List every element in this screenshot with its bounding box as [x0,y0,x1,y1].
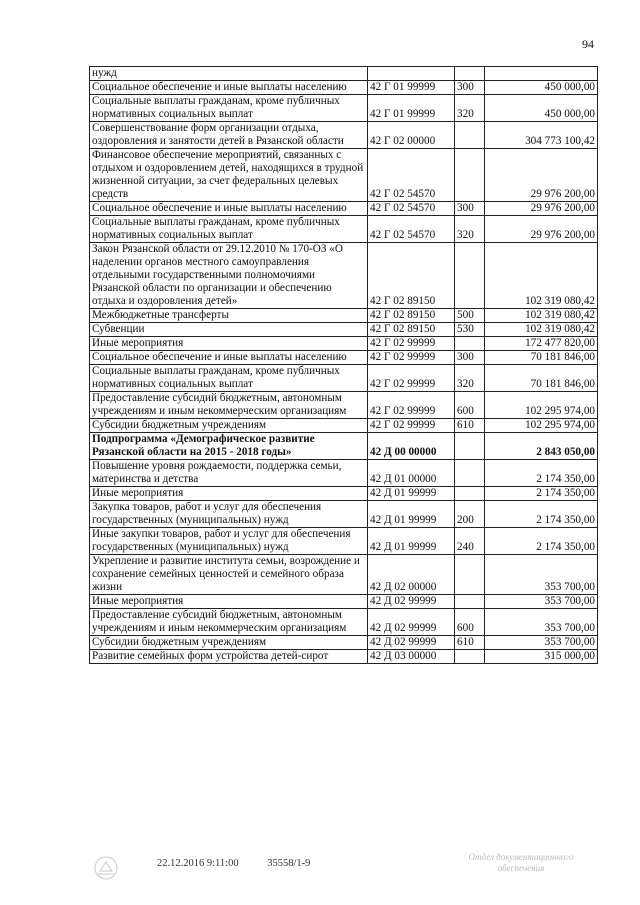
cell-vr: 300 [455,351,485,365]
cell-code: 42 Г 02 99999 [368,365,455,392]
table-row [90,487,598,501]
cell-name: Социальное обеспечение и иные выплаты населению [90,351,368,365]
cell-vr [455,149,485,202]
emblem-seal-icon [92,855,120,881]
cell-code: 42 Г 02 00000 [368,122,455,149]
table-row [90,67,598,81]
cell-vr [455,243,485,309]
cell-name: Предоставление субсидий бюджетным, автономным учреждениям и иным некоммерческим организациям [90,392,368,419]
cell-sum: 2 174 350,00 [485,460,598,487]
cell-name: Повышение уровня рождаемости, поддержка семьи, материнства и детства [90,460,368,487]
cell-sum: 2 843 050,00 [485,433,598,460]
table-row [90,528,598,555]
cell-vr: 300 [455,202,485,216]
cell-code: 42 Д 02 00000 [368,555,455,595]
table-row [90,309,598,323]
cell-code: 42 Г 02 99999 [368,392,455,419]
table-row [90,149,598,202]
cell-code [368,67,455,81]
cell-name: Развитие семейных форм устройства детей-сирот [90,650,368,664]
cell-code: 42 Д 01 99999 [368,487,455,501]
cell-code: 42 Д 01 99999 [368,528,455,555]
cell-sum: 353 700,00 [485,636,598,650]
cell-sum: 353 700,00 [485,609,598,636]
cell-name: Закон Рязанской области от 29.12.2010 № 170-ОЗ «О наделении органов местного самоуправления отдельными государственными полномочиями Рязанской области по организации и обеспечению отдыха и оздоровления детей» [90,243,368,309]
cell-name: Финансовое обеспечение мероприятий, связанных с отдыхом и оздоровлением детей, находящихся в трудной жизненной ситуации, за счет федеральных целевых средств [90,149,368,202]
footer-doc-id: 35558/1-9 [267,858,311,869]
cell-sum: 2 174 350,00 [485,501,598,528]
footer [157,858,336,869]
table-row [90,95,598,122]
cell-code: 42 Г 01 99999 [368,81,455,95]
cell-code: 42 Г 02 89150 [368,243,455,309]
table-row [90,555,598,595]
cell-code: 42 Д 02 99999 [368,609,455,636]
cell-vr [455,650,485,664]
cell-name: Закупка товаров, работ и услуг для обеспечения государственных (муниципальных) нужд [90,501,368,528]
cell-name: Совершенствование форм организации отдыха, оздоровления и занятости детей в Рязанской области [90,122,368,149]
cell-vr [455,487,485,501]
cell-name: Субвенции [90,323,368,337]
cell-vr: 530 [455,323,485,337]
cell-name: Иные мероприятия [90,595,368,609]
cell-vr: 320 [455,216,485,243]
cell-name: Социальные выплаты гражданам, кроме публичных нормативных социальных выплат [90,365,368,392]
table-row [90,365,598,392]
cell-name: Субсидии бюджетным учреждениям [90,419,368,433]
cell-code: 42 Д 01 99999 [368,501,455,528]
cell-code: 42 Г 02 99999 [368,337,455,351]
cell-sum: 70 181 846,00 [485,365,598,392]
table-row [90,202,598,216]
cell-vr [455,433,485,460]
cell-name: Укрепление и развитие института семьи, возрождение и сохранение семейных ценностей и семейного образа жизни [90,555,368,595]
cell-vr: 300 [455,81,485,95]
cell-code: 42 Г 02 89150 [368,309,455,323]
cell-sum: 29 976 200,00 [485,149,598,202]
cell-name: Межбюджетные трансферты [90,309,368,323]
cell-vr [455,67,485,81]
cell-name: Социальное обеспечение и иные выплаты населению [90,202,368,216]
cell-sum: 2 174 350,00 [485,487,598,501]
cell-sum: 353 700,00 [485,555,598,595]
cell-code: 42 Д 01 00000 [368,460,455,487]
cell-vr: 610 [455,636,485,650]
table-row [90,609,598,636]
cell-name: Социальное обеспечение и иные выплаты населению [90,81,368,95]
budget-table [89,66,598,664]
footer-datetime: 22.12.2016 9:11:00 [157,858,239,869]
cell-vr: 320 [455,365,485,392]
cell-sum: 102 319 080,42 [485,309,598,323]
cell-vr [455,122,485,149]
cell-name: нужд [90,67,368,81]
table-row [90,636,598,650]
cell-vr: 600 [455,609,485,636]
cell-vr: 610 [455,419,485,433]
table-row [90,392,598,419]
cell-name: Социальные выплаты гражданам, кроме публичных нормативных социальных выплат [90,216,368,243]
cell-code: 42 Д 03 00000 [368,650,455,664]
cell-name: Иные мероприятия [90,487,368,501]
cell-sum: 29 976 200,00 [485,202,598,216]
table-row [90,351,598,365]
cell-vr [455,460,485,487]
cell-sum: 70 181 846,00 [485,351,598,365]
cell-name: Иные закупки товаров, работ и услуг для обеспечения государственных (муниципальных) нужд [90,528,368,555]
cell-vr [455,337,485,351]
cell-code: 42 Г 02 99999 [368,351,455,365]
cell-sum [485,67,598,81]
table-row [90,650,598,664]
cell-code: 42 Д 02 99999 [368,636,455,650]
cell-code: 42 Г 02 99999 [368,419,455,433]
table-row [90,81,598,95]
table-row [90,243,598,309]
cell-code: 42 Г 02 54570 [368,202,455,216]
cell-name: Социальные выплаты гражданам, кроме публичных нормативных социальных выплат [90,95,368,122]
cell-vr: 500 [455,309,485,323]
cell-vr: 600 [455,392,485,419]
cell-vr: 320 [455,95,485,122]
cell-sum: 102 319 080,42 [485,243,598,309]
cell-vr: 240 [455,528,485,555]
cell-code: 42 Г 02 89150 [368,323,455,337]
table-row [90,337,598,351]
cell-sum: 102 295 974,00 [485,419,598,433]
cell-sum: 29 976 200,00 [485,216,598,243]
cell-sum: 450 000,00 [485,81,598,95]
cell-sum: 315 000,00 [485,650,598,664]
cell-sum: 353 700,00 [485,595,598,609]
table-row [90,122,598,149]
cell-vr: 200 [455,501,485,528]
cell-code: 42 Д 02 99999 [368,595,455,609]
cell-sum: 304 773 100,42 [485,122,598,149]
cell-sum: 172 477 820,00 [485,337,598,351]
page-number: 94 [582,37,594,51]
table-row [90,419,598,433]
table-row [90,460,598,487]
cell-sum: 450 000,00 [485,95,598,122]
stamp [446,852,596,882]
cell-code: 42 Д 00 00000 [368,433,455,460]
cell-name: Субсидии бюджетным учреждениям [90,636,368,650]
table-row [90,595,598,609]
table-row [90,216,598,243]
table-row [90,501,598,528]
table-row [90,433,598,460]
cell-sum: 102 295 974,00 [485,392,598,419]
stamp-text: Отдел документационного обеспечения [468,852,574,873]
cell-name: Подпрограмма «Демографическое развитие Рязанской области на 2015 - 2018 годы» [90,433,368,460]
cell-vr [455,555,485,595]
cell-code: 42 Г 02 54570 [368,216,455,243]
table-row [90,323,598,337]
cell-name: Предоставление субсидий бюджетным, автономным учреждениям и иным некоммерческим организациям [90,609,368,636]
cell-vr [455,595,485,609]
cell-code: 42 Г 02 54570 [368,149,455,202]
cell-name: Иные мероприятия [90,337,368,351]
cell-code: 42 Г 01 99999 [368,95,455,122]
cell-sum: 2 174 350,00 [485,528,598,555]
cell-sum: 102 319 080,42 [485,323,598,337]
